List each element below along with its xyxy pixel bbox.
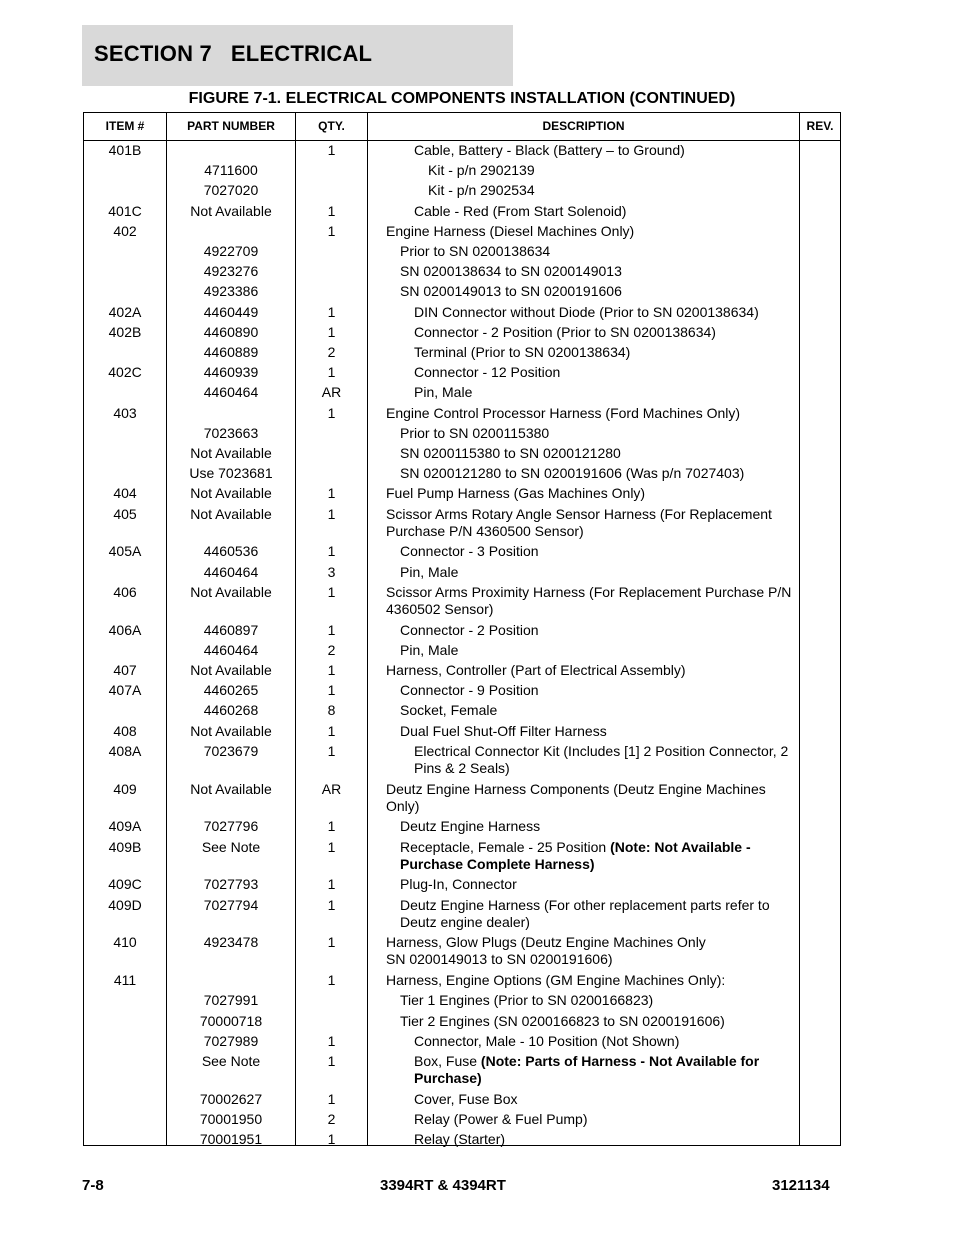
description-cell	[386, 682, 810, 699]
item-number-cell: 408	[113, 722, 137, 739]
qty-cell: 1	[327, 838, 336, 855]
description-cell	[386, 934, 796, 968]
description-text: Relay (Starter)	[414, 1131, 506, 1148]
description-text: Scissor Arms Rotary Angle Sensor Harness (For Replacement	[386, 505, 772, 522]
description-cell	[386, 564, 810, 581]
part-number-cell: 7027793	[203, 876, 259, 893]
description-cell	[386, 897, 810, 931]
item-number-cell: 411	[113, 972, 137, 989]
description-cell	[386, 344, 824, 361]
description-cell	[386, 876, 810, 893]
description-cell	[386, 781, 796, 815]
description-text: DIN Connector without Diode (Prior to SN 0200138634)	[414, 303, 759, 320]
description-text: SN 0200121280 to SN 0200191606 (Was p/n 7027403)	[400, 465, 745, 482]
description-cell	[386, 1111, 824, 1128]
description-cell	[386, 405, 796, 422]
description-cell	[386, 1091, 824, 1108]
qty-cell: 1	[327, 1032, 336, 1049]
item-number-cell: 402C	[108, 364, 142, 381]
qty-cell: 1	[327, 742, 336, 759]
qty-cell: 1	[327, 621, 336, 638]
description-text: Connector - 2 Position (Prior to SN 0200138634)	[414, 323, 716, 340]
description-text: Deutz Engine Harness Components (Deutz Engine Machines	[386, 780, 766, 797]
description-cell	[386, 142, 824, 159]
part-number-cell: 4460897	[203, 621, 259, 638]
description-text: Terminal (Prior to SN 0200138634)	[414, 344, 631, 360]
description-text: Engine Harness (Diesel Machines Only)	[386, 222, 635, 239]
description-cell	[386, 445, 810, 462]
qty-cell: 1	[327, 1053, 336, 1069]
description-cell	[386, 304, 824, 321]
part-number-cell: 4922709	[203, 243, 259, 259]
qty-cell: 1	[327, 972, 336, 989]
footer-doc-number: 3121134	[772, 1177, 830, 1194]
qty-cell: 1	[327, 142, 336, 158]
part-number-cell: 4460464	[203, 641, 259, 658]
figure-title: FIGURE 7-1. ELECTRICAL COMPONENTS INSTALLATION (CONTINUED)	[188, 90, 736, 107]
part-number-cell: 4923478	[203, 934, 259, 951]
description-text: Deutz Engine Harness (For other replacement parts refer to	[400, 896, 770, 913]
qty-cell: 1	[327, 323, 336, 340]
qty-cell: 1	[327, 404, 336, 421]
description-text: Harness, Engine Options (GM Engine Machines Only):	[386, 972, 726, 989]
item-number-cell: 405	[113, 505, 137, 522]
description-text: Prior to SN 0200115380	[400, 424, 550, 441]
description-text: SN 0200149013 to SN 0200191606	[400, 283, 622, 300]
item-number-cell: 404	[113, 485, 137, 502]
item-number-cell: 401C	[108, 202, 142, 219]
description-cell	[386, 162, 838, 179]
qty-cell: 1	[327, 202, 336, 219]
part-number-cell: 4923276	[203, 263, 259, 280]
description-cell	[386, 485, 796, 502]
part-number-cell: 4460464	[203, 563, 259, 580]
part-number-cell: Not Available	[190, 202, 272, 219]
item-number-cell: 402B	[108, 323, 142, 340]
qty-cell: 1	[327, 896, 336, 913]
description-cell	[386, 839, 810, 873]
description-cell	[386, 506, 796, 540]
qty-cell: 1	[327, 364, 336, 381]
description-text: Relay (Power & Fuel Pump)	[414, 1111, 588, 1127]
qty-cell: 1	[327, 485, 336, 502]
col-desc-header: DESCRIPTION	[542, 119, 625, 133]
section-title: SECTION 7 ELECTRICAL	[94, 41, 373, 66]
description-cell	[386, 642, 810, 659]
item-number-cell: 401B	[108, 142, 142, 158]
description-text: Cable - Red (From Start Solenoid)	[414, 202, 627, 219]
description-cell	[386, 425, 810, 442]
part-number-cell: Use 7023681	[189, 465, 273, 482]
description-text: Scissor Arms Proximity Harness (For Replacement Purchase P/N	[386, 583, 792, 600]
qty-cell: 1	[327, 222, 336, 239]
description-cell	[386, 543, 810, 560]
description-cell	[386, 1013, 810, 1030]
description-cell	[386, 743, 824, 777]
part-number-cell: 7027991	[203, 992, 259, 1009]
column-divider	[367, 113, 368, 1145]
description-cell	[386, 584, 796, 618]
part-number-cell: 4460449	[203, 303, 259, 320]
description-cell	[386, 283, 810, 300]
qty-cell: 1	[327, 818, 336, 835]
description-text: Connector - 2 Position	[400, 621, 539, 638]
description-text: Pin, Male	[400, 563, 459, 580]
description-text: Tier 1 Engines (Prior to SN 0200166823)	[400, 992, 654, 1009]
description-text: Pin, Male	[414, 384, 473, 401]
description-text: Kit - p/n 2902139	[428, 162, 535, 179]
qty-cell: 1	[327, 1090, 336, 1107]
part-number-cell: 4460536	[203, 543, 259, 560]
description-text: Kit - p/n 2902534	[428, 182, 535, 199]
qty-cell: AR	[321, 780, 342, 797]
part-number-cell: Not Available	[190, 485, 272, 502]
qty-cell: 2	[327, 344, 336, 360]
part-number-cell: Not Available	[190, 505, 272, 522]
part-number-cell: Not Available	[190, 445, 272, 461]
description-cell	[386, 1033, 824, 1050]
parts-table	[83, 112, 841, 1146]
qty-cell: 1	[327, 583, 336, 600]
description-text: Purchase P/N 4360500 Sensor)	[386, 522, 584, 539]
qty-cell: 1	[327, 934, 336, 951]
description-cell	[386, 465, 810, 482]
part-number-cell: 7023679	[203, 742, 259, 759]
item-number-cell: 408A	[108, 742, 142, 759]
description-text: Cover, Fuse Box	[414, 1090, 518, 1107]
part-number-cell: 4923386	[203, 283, 259, 300]
description-cell	[386, 203, 824, 220]
part-number-cell: Not Available	[190, 662, 272, 678]
part-number-cell: Not Available	[190, 722, 272, 739]
item-number-cell: 410	[113, 934, 137, 951]
description-text: Cable, Battery - Black (Battery – to Ground)	[414, 142, 685, 158]
part-number-cell: 7027020	[203, 182, 259, 199]
qty-cell: 2	[327, 1111, 336, 1127]
description-cell	[386, 972, 796, 989]
description-cell	[386, 324, 824, 341]
description-text: Connector - 9 Position	[400, 682, 539, 699]
description-text: Deutz Engine Harness	[400, 818, 541, 835]
description-text: Fuel Pump Harness (Gas Machines Only)	[386, 485, 646, 502]
description-text: Dual Fuel Shut-Off Filter Harness	[400, 722, 607, 739]
qty-cell: 2	[327, 641, 336, 658]
col-part-header: PART NUMBER	[187, 119, 275, 133]
item-number-cell: 406A	[108, 621, 142, 638]
item-number-cell: 403	[113, 404, 137, 421]
table-header	[84, 113, 840, 141]
footer-page-number: 7-8	[82, 1177, 104, 1194]
description-note: (Note: Not Available -	[610, 838, 751, 855]
part-number-cell: 4460265	[203, 682, 259, 699]
part-number-cell: 70001950	[199, 1111, 263, 1127]
description-cell	[386, 223, 796, 240]
description-text: SN 0200115380 to SN 0200121280	[400, 445, 621, 461]
description-note: (Note: Parts of Harness - Not Available for	[480, 1053, 760, 1069]
qty-cell: 3	[327, 563, 336, 580]
description-text: Connector - 3 Position	[400, 543, 539, 560]
part-number-cell: 4460939	[203, 364, 259, 381]
description-text: Connector - 12 Position	[414, 364, 561, 381]
part-number-cell: Not Available	[190, 583, 272, 600]
qty-cell: 1	[327, 662, 336, 678]
description-cell	[386, 263, 810, 280]
part-number-cell: 4460889	[203, 344, 259, 360]
description-cell	[386, 182, 838, 199]
col-item-header: ITEM #	[105, 119, 145, 133]
part-number-cell: 4460268	[203, 702, 259, 719]
qty-cell: 8	[327, 702, 336, 719]
part-number-cell: 7027989	[203, 1032, 259, 1049]
description-text: SN 0200149013 to SN 0200191606)	[386, 951, 613, 968]
part-number-cell: 70001951	[199, 1131, 263, 1148]
description-text: Prior to SN 0200138634	[400, 243, 551, 259]
description-cell	[386, 1131, 824, 1148]
description-cell	[386, 992, 810, 1009]
description-text: Engine Control Processor Harness (Ford Machines Only)	[386, 404, 741, 421]
description-text: Connector, Male - 10 Position (Not Shown)	[414, 1032, 680, 1049]
qty-cell: AR	[321, 384, 342, 401]
part-number-cell: 70002627	[199, 1090, 263, 1107]
qty-cell: 1	[327, 505, 336, 522]
part-number-cell: 4711600	[204, 162, 258, 179]
part-number-cell: 7027796	[203, 818, 259, 835]
item-number-cell: 402A	[108, 303, 142, 320]
description-cell	[386, 723, 810, 740]
part-number-cell: 4460890	[203, 323, 259, 340]
description-text: Socket, Female	[400, 702, 498, 719]
part-number-cell: Not Available	[190, 780, 272, 797]
description-text: Deutz engine dealer)	[400, 913, 530, 930]
footer-model: 3394RT & 4394RT	[380, 1177, 506, 1194]
qty-cell: 1	[327, 543, 336, 560]
part-number-cell: 70000718	[199, 1012, 263, 1029]
part-number-cell: 4460464	[203, 384, 259, 401]
qty-cell: 1	[327, 1131, 336, 1148]
description-cell	[386, 622, 810, 639]
description-cell	[386, 702, 810, 719]
description-note: Purchase)	[414, 1070, 482, 1086]
item-number-cell: 409	[113, 780, 137, 797]
item-number-cell: 409C	[108, 876, 142, 893]
item-number-cell: 407	[113, 662, 137, 678]
item-number-cell: 406	[113, 583, 137, 600]
description-cell	[386, 818, 810, 835]
description-text: Receptacle, Female - 25 Position	[400, 838, 611, 855]
description-text: Plug-In, Connector	[400, 876, 517, 893]
description-text: Box, Fuse	[414, 1053, 481, 1069]
item-number-cell: 409A	[108, 818, 142, 835]
description-cell	[386, 243, 810, 260]
part-number-cell: 7027794	[203, 896, 259, 913]
qty-cell: 1	[327, 722, 336, 739]
part-number-cell: See Note	[201, 1053, 261, 1069]
item-number-cell: 405A	[108, 543, 142, 560]
description-text: 4360502 Sensor)	[386, 600, 494, 617]
qty-cell: 1	[327, 303, 336, 320]
col-qty-header: QTY.	[318, 119, 345, 133]
item-number-cell: 407A	[108, 682, 142, 699]
part-number-cell: See Note	[201, 838, 261, 855]
item-number-cell: 409B	[108, 838, 142, 855]
description-text: SN 0200138634 to SN 0200149013	[400, 263, 622, 280]
description-cell	[386, 364, 824, 381]
description-text: Harness, Glow Plugs (Deutz Engine Machines Only	[386, 934, 706, 951]
part-number-cell: 7023663	[203, 424, 259, 441]
description-cell	[386, 384, 824, 401]
item-number-cell: 402	[113, 222, 137, 239]
qty-cell: 1	[327, 682, 336, 699]
description-cell	[386, 662, 796, 679]
description-text: Tier 2 Engines (SN 0200166823 to SN 0200191606)	[400, 1012, 725, 1029]
description-text: Only)	[386, 797, 420, 814]
description-text: Electrical Connector Kit (Includes [1] 2 Position Connector, 2	[414, 742, 789, 759]
description-text: Pin, Male	[400, 641, 459, 658]
item-number-cell: 409D	[108, 896, 142, 913]
col-rev-header: REV.	[806, 119, 834, 133]
description-text: Pins & 2 Seals)	[414, 759, 510, 776]
description-cell	[386, 1053, 824, 1087]
description-note: Purchase Complete Harness)	[400, 855, 595, 872]
description-text: Harness, Controller (Part of Electrical Assembly)	[386, 662, 686, 678]
qty-cell: 1	[327, 876, 336, 893]
